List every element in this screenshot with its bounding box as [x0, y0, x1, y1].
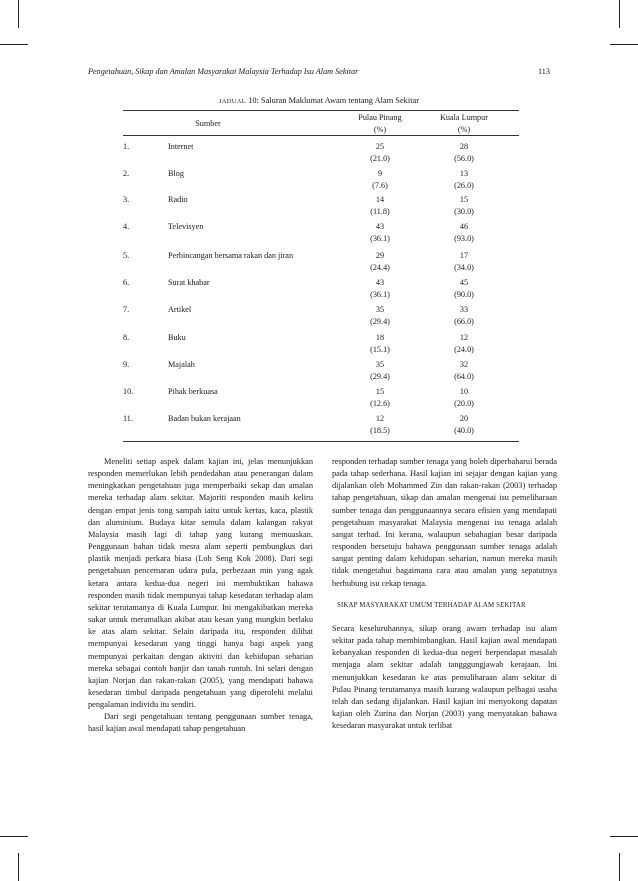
row-number: 6. [123, 278, 130, 287]
running-title: Pengetahuan, Sikap dan Amalan Masyarakat Malaysia Terhadap Isu Alam Sekitar [88, 67, 359, 76]
kl-percent: (93.0) [454, 233, 474, 243]
crop-mark [0, 44, 28, 45]
pp-percent: (36.1) [370, 233, 390, 243]
row-number: 3. [123, 195, 130, 204]
row-kuala-lumpur [425, 250, 503, 274]
crop-mark [0, 836, 28, 837]
section-heading: SIKAP MASYARAKAT UMUM TERHADAP ALAM SEKITAR [337, 601, 526, 609]
pp-percent: (36.1) [370, 290, 390, 299]
left-paragraph-1: Meneliti setiap aspek dalam kajian ini, jelas menunjukkan responden memerlukan lebih pendedahan atau penerangan dalam meningkatkan pengetahuan juga memperbaiki sekap dan amalan mereka terhadap alam sekitar. Majoriti responden masih keliru dengan empat jenis tong sampah iaitu untuk kertas, kaca, plastik dan aluminium. Budaya kitar semula dalam kalangan rakyat Malaysia masih lagi di tahap yang kurang memuaskan. Penggunaan bahan tidak mesra alam seperti pembungkus dari plastik menjadi perkara biasa (Loh Seng Kok 2008). Dari segi pengetahuan pencemaran udara pula, perbezaan min yang agak ketara antara kedua-dua negeri ini membuktikan bahawa responden masih tidak mempunyai tahap kesedaran terhadap alam sekitar terutamanya di Kuala Lumpur. Ini mengakibatkan mereka sukar untuk meramalkan akibat atau kesan yang mungkin berlaku ke atas alam sekitar. Selain daripada itu, responden dilihat mempunyai kesedaran yang tinggi hanya bagi aspek yang mempunyai perkaitan dengan aktiviti dan kehidupan seharian mereka sebagai contoh banjir dan tanah runtuh. Ini selari dengan kajian Norjan dan rakan-rakan (2005), yang mendapati bahawa kesedaran timbul daripada pengetahuan yang diperolehi melalui pengalaman individu itu sendiri. [88, 457, 313, 710]
header-source: Sumber [195, 119, 221, 128]
row-source: Perbincangan bersama rakan dan jiran [168, 251, 294, 260]
right-paragraph-1: responden terhadap sumber tenaga yang boleh diperbaharui berada pada tahap sederhana. Hasil kajian ini sejajar dengan kajian yang dijalankan oleh Mohammed Zin dan rakan-rakan (2003) terhadap tahap pengetahuan, sikap dan amalan mengenai isu pemeliharaan sumber tenaga dan penggunaannya secara efisien yang mendapati pengetahuan masyarakat Malaysia mengenai isu tenaga adalah sangat terhad. Ini kerana, walaupun sebahagian besar daripada responden bersetuju bahawa penggunaan sumber tenaga adalah sangat penting dalam kehidupan seharian, namun mereka masih tidak mengetahui bagaimana cara atau amalan yang sepatutnya berhubung isu cekap tenaga. [332, 457, 557, 588]
crop-mark [610, 836, 638, 837]
right-paragraph-2: Secara keseluruhannya, sikap orang awam terhadap isu alam sekitar pada tahap membimbangkan. Hasil kajian awal mendapati kebanyakan responden di kedua-dua negeri berpendapat masalah menjaga alam sekitar adalah tangggungjawab kerajaan. Ini menunjukkan kesedaran ke atas pemuliharaan alam sekitar di Pulau Pinang terutamanya masih kurang walaupun pelbagai usaha telah dan sedang dijalankan. Hasil kajian ini menyokong dapatan kajian oleh Zurina dan Norjan (2003) yang menyatakan bahawa kesedaran masyarakat untuk terlibat [332, 623, 557, 731]
row-source: Televisyen [168, 221, 204, 231]
header-pulau-pinang [344, 112, 416, 136]
pp-count: 14 [375, 195, 385, 204]
table-row [123, 221, 519, 253]
header-kuala-lumpur-label: Kuala Lumpur [440, 113, 488, 122]
pp-count: 35 [375, 360, 385, 369]
row-source: Badan bukan kerajaan [168, 414, 241, 423]
kl-count: 28 [459, 142, 469, 151]
row-source: Pihak berkuasa [168, 387, 218, 396]
kl-percent: (66.0) [454, 317, 474, 326]
crop-mark [18, 853, 19, 881]
right-column [332, 456, 557, 732]
table-label: JADUAL [218, 98, 247, 105]
row-kuala-lumpur [425, 141, 503, 165]
table-top-rule [123, 110, 519, 111]
row-number: 9. [123, 360, 130, 369]
kl-percent: (56.0) [454, 154, 474, 163]
row-number: 11. [123, 414, 133, 423]
kl-percent: (20.0) [454, 399, 474, 408]
row-number: 10. [123, 387, 134, 396]
row-pulau-pinang [344, 194, 416, 218]
row-pulau-pinang [344, 413, 416, 437]
header-kuala-lumpur [425, 112, 503, 136]
pp-count: 18 [375, 333, 385, 342]
pp-percent: (12.6) [370, 399, 390, 408]
row-pulau-pinang [344, 277, 416, 301]
pp-percent: (29.4) [370, 317, 390, 326]
row-kuala-lumpur [425, 194, 503, 218]
kl-count: 46 [459, 221, 469, 231]
pp-percent: (29.4) [370, 372, 390, 381]
table-caption-text: 10: Saluran Maklumat Awam tentang Alam Sekitar [248, 96, 420, 105]
row-pulau-pinang [344, 304, 416, 328]
row-source: Buku [168, 333, 186, 342]
pp-percent: (7.6) [372, 180, 388, 190]
row-kuala-lumpur [425, 332, 503, 356]
kl-percent: (40.0) [454, 426, 474, 435]
row-pulau-pinang [344, 359, 416, 383]
row-pulau-pinang [344, 168, 416, 192]
running-header [88, 67, 550, 76]
kl-percent: (90.0) [454, 290, 474, 299]
crop-mark [610, 44, 638, 45]
row-source: Artikel [168, 305, 192, 314]
left-column [88, 456, 313, 736]
row-number: 8. [123, 333, 130, 342]
kl-percent: (26.0) [454, 180, 474, 190]
row-source: Surat khabar [168, 278, 210, 287]
header-kuala-lumpur-unit: (%) [457, 125, 471, 134]
row-kuala-lumpur [425, 413, 503, 437]
kl-count: 10 [459, 387, 469, 396]
row-number: 5. [123, 251, 130, 260]
pp-count: 43 [375, 221, 385, 231]
kl-percent: (34.0) [454, 263, 474, 272]
crop-mark [619, 0, 620, 28]
row-source: Radio [168, 195, 188, 204]
kl-count: 45 [459, 278, 469, 287]
row-kuala-lumpur [425, 304, 503, 328]
crop-mark [619, 853, 620, 881]
row-number: 4. [123, 221, 130, 231]
row-source: Majalah [168, 360, 195, 369]
row-kuala-lumpur [425, 221, 503, 245]
pp-percent: (18.5) [370, 426, 390, 435]
table-bottom-rule [123, 441, 519, 442]
pp-count: 9 [377, 168, 383, 178]
row-pulau-pinang [344, 386, 416, 410]
pp-percent: (15.1) [370, 345, 390, 354]
pp-percent: (24.4) [370, 263, 390, 272]
pp-count: 12 [375, 414, 385, 423]
kl-count: 13 [459, 168, 469, 178]
pp-percent: (11.8) [370, 207, 390, 216]
header-pulau-pinang-label: Pulau Pinang [358, 113, 402, 122]
row-kuala-lumpur [425, 386, 503, 410]
page-number: 113 [538, 67, 550, 76]
kl-count: 17 [459, 251, 469, 260]
table-header-rule [123, 135, 519, 136]
row-kuala-lumpur [425, 277, 503, 301]
kl-count: 12 [459, 333, 469, 342]
kl-percent: (64.0) [454, 372, 474, 381]
pp-count: 25 [375, 142, 385, 151]
crop-mark [18, 0, 19, 28]
kl-count: 15 [459, 195, 469, 204]
row-kuala-lumpur [425, 359, 503, 383]
row-number: 1. [123, 142, 130, 151]
pp-percent: (21.0) [370, 154, 390, 163]
row-pulau-pinang [344, 250, 416, 274]
kl-count: 20 [459, 414, 469, 423]
row-pulau-pinang [344, 221, 416, 245]
row-kuala-lumpur [425, 168, 503, 192]
table-caption [0, 96, 638, 105]
header-pulau-pinang-unit: (%) [373, 125, 387, 134]
pp-count: 43 [375, 278, 385, 287]
row-number: 7. [123, 305, 130, 314]
kl-percent: (30.0) [454, 207, 474, 216]
kl-count: 32 [459, 360, 469, 369]
pp-count: 35 [375, 305, 385, 314]
row-pulau-pinang [344, 332, 416, 356]
kl-percent: (24.0) [454, 345, 474, 354]
row-pulau-pinang [344, 141, 416, 165]
pp-count: 29 [375, 251, 385, 260]
pp-count: 15 [375, 387, 385, 396]
kl-count: 33 [459, 305, 469, 314]
row-source: Internet [168, 142, 194, 151]
row-number: 2. [123, 168, 130, 178]
left-paragraph-2: Dari segi pengetahuan tentang penggunaan sumber tenaga, hasil kajian awal mendapati tahap pengetahuan [88, 712, 313, 734]
row-source: Blog [168, 168, 184, 178]
